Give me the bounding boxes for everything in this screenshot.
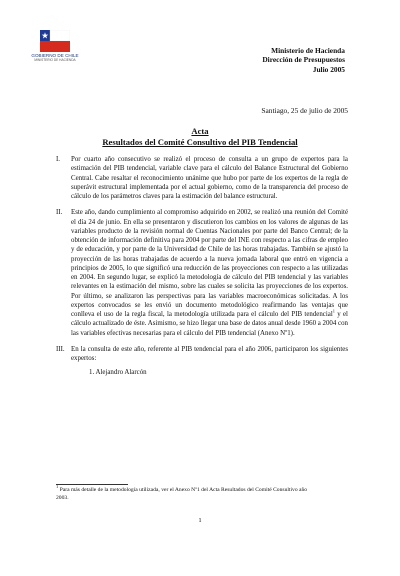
section-text: En la consulta de este año, referente al PIB tendencial para el año 2006, participaron los siguientes expertos: <box>71 345 348 362</box>
page-number: 1 <box>198 517 202 524</box>
footnote <box>56 484 310 502</box>
letterhead <box>262 46 345 74</box>
section-ii <box>56 208 348 338</box>
experts-list <box>71 368 348 377</box>
section-text-before: Este año, dando cumplimiento al compromiso adquirido en 2002, se realizó una reunión del Comité el día 24 de junio. En ella se presentaron y discutieron los cambios en los valores de algunas de las variables producto de la revisión normal de Cuentas Nacionales por parte del Banco Central; de la obtención de información definitiva para 2004 por parte del INE con respecto a las cifras de empleo y de educación, y por parte de la Universidad de Chile de las horas trabajadas. También se ajustó la proyección de las horas trabajadas de acuerdo a la nueva jornada laboral que entró en vigencia a principios de 2005, lo que significó una reducción de las proyecciones con respecto a las utilizadas en 2004. En segundo lugar, se explicó la metodología de cálculo del PIB tendencial y las variables relevantes en la estimación del mismo, sobre las cuales se solicita las proyecciones de los expertos. Por último, se analizaron las perspectivas para las variables macroeconómicas solicitadas. A los expertos convocados se les envió un documento metodológico reafirmando las ventajas que conlleva el uso de la regla fiscal, la metodología utilizada para el cálculo del PIB tendencial <box>71 209 348 318</box>
list-item: 1. Alejandro Alarcón <box>89 369 147 377</box>
division-name: Dirección de Presupuestos <box>262 55 345 65</box>
logo-name: GOBIERNO DE CHILE <box>31 53 79 58</box>
document-title <box>0 126 400 147</box>
title-line-1: Acta <box>191 126 209 136</box>
chile-flag-icon <box>40 30 70 52</box>
header-date: Julio 2005 <box>312 64 345 74</box>
footnote-mark: 1 <box>56 484 59 490</box>
section-text-after: y el cálculo actualizado de éste. Asimismo, se hizo llegar una base de datos anual desde 1960 a 2004 con las variables efectivas necesarias para el cálculo del PIB tendencial (Anexo Nº1). <box>71 311 348 337</box>
footnote-divider <box>56 484 128 485</box>
footnote-reference[interactable]: 1 <box>332 308 335 314</box>
gobierno-de-chile-logo <box>28 30 82 63</box>
ministry-name: Ministerio de Hacienda <box>271 46 345 55</box>
section-number: II. <box>56 209 63 217</box>
logo-subtitle: MINISTERIO DE HACIENDA <box>34 58 76 63</box>
sections <box>56 155 348 385</box>
section-number: I. <box>56 156 61 163</box>
place-date: Santiago, 25 de julio de 2005 <box>261 106 348 115</box>
title-line-2: Resultados del Comité Consultivo del PIB Tendencial <box>102 136 298 147</box>
section-text: Por cuarto año consecutivo se realizó el proceso de consulta a un grupo de expertos para la estimación del PIB tendencial, variable clave para el cálculo del Balance Estructural del Gobierno Central. Cabe resaltar el reconocimiento unánime que hubo por parte de los expertos de la regla de superávit estructural implementada por el actual gobierno, como de la transparencia del proceso de cálculo de los parámetros claves para la estimación del balance estructural. <box>71 156 348 200</box>
section-text <box>71 208 348 338</box>
section-i <box>56 155 348 201</box>
section-iii <box>56 345 348 378</box>
footnote-text: Para más detalle de la metodología utilizada, ver el Anexo Nº1 del Acta Resultados del Comité Consultivo año 2003. <box>56 487 308 501</box>
section-number: III. <box>56 345 65 353</box>
